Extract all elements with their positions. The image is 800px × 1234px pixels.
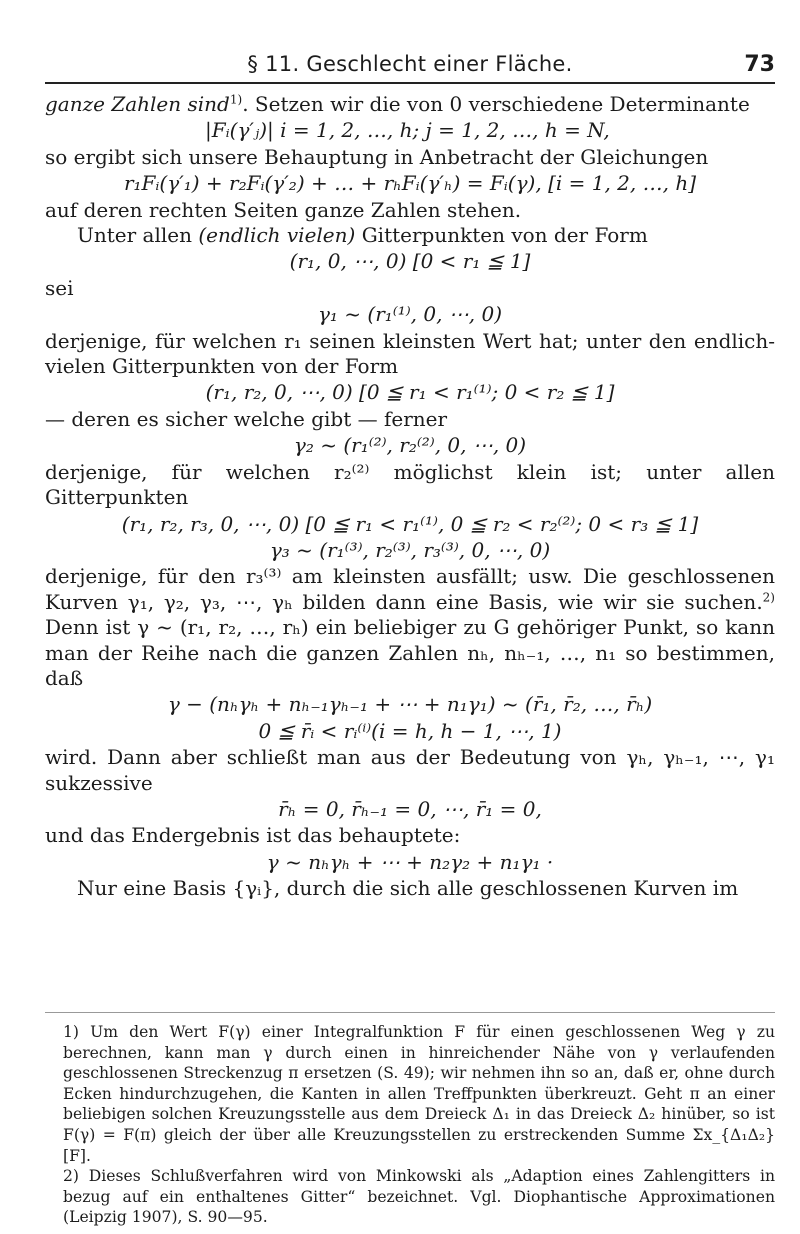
paragraph-4 [45, 223, 775, 248]
section-title: § 11. Geschlecht einer Fläche. [247, 52, 573, 76]
paragraph-11: Nur eine Basis {γᵢ}, durch die sich alle geschlossenen Kurven im [77, 876, 739, 901]
footnote-1: 1) Um den Wert F(γ) einer Integralfunktion F für einen geschlossenen Weg γ zu berechnen, kann man γ durch einen in hinreichender Nähe von γ verlaufenden geschlossenen Streckenzug π ersetzen (S. 49); wir nehmen ihn so an, daß er, ohne durch Ecken hindurchzugehen, die Kanten in allen Treffpunkten überkreuzt. Geht π an einer beliebigen solchen Kreuzungsstelle aus dem Dreieck Δ₁ in das Dreieck Δ₂ hinüber, so ist F(γ) = F(π) gleich der über alle Kreuzungsstellen zu erstreckenden Summe Σx_{Δ₁Δ₂}[F]. [63, 1023, 775, 1165]
paragraph-7: derjenige, für welchen r₂⁽²⁾ möglichst klein ist; unter allen Gitterpunkten [45, 459, 775, 510]
paragraph-6: — deren es sicher welche gibt — ferner [45, 406, 448, 431]
footnotes [45, 1022, 775, 1228]
footnote-mark-2: 2) [762, 590, 775, 605]
equation-result: γ ~ nₕγₕ + ⋯ + n₂γ₂ + n₁γ₁ · [266, 849, 554, 874]
equation-gamma-2: γ₂ ~ (r₁⁽²⁾, r₂⁽²⁾, 0, ⋯, 0) [293, 433, 527, 458]
equation-form-1: (r₁, 0, ⋯, 0) [0 < r₁ ≦ 1] [289, 249, 531, 274]
word-sei: sei [45, 275, 74, 300]
paragraph-4-end: Gitterpunkten von der Form [361, 223, 648, 248]
equation-gamma-3: γ₃ ~ (r₁⁽³⁾, r₂⁽³⁾, r₃⁽³⁾, 0, ⋯, 0) [269, 537, 551, 562]
equation-form-2: (r₁, r₂, 0, ⋯, 0) [0 ≦ r₁ < r₁⁽¹⁾; 0 < r₂ ≦ 1] [205, 380, 615, 405]
paragraph-1 [45, 92, 775, 117]
paragraph-2: so ergibt sich unsere Behauptung in Anbetracht der Gleichungen [45, 144, 709, 169]
header-rule [45, 82, 775, 84]
footnote-separator [45, 1012, 775, 1013]
italic-phrase: ganze Zahlen sind [45, 92, 230, 116]
paragraph-8-end: Denn ist γ ~ (r₁, r₂, …, rₕ) ein beliebiger zu G gehöriger Punkt, so kann man der Reihe nach die ganzen Zahlen nₕ, nₕ₋₁, …, n₁ so bestimmen, daß [45, 615, 775, 690]
main-text [45, 92, 775, 902]
paragraph-3: auf deren rechten Seiten ganze Zahlen stehen. [45, 197, 522, 222]
footnote-mark-1: 1) [229, 92, 243, 107]
paragraph-1-text: . Setzen wir die von 0 verschiedene Determinante [242, 92, 750, 116]
paragraph-4-start: Unter allen [77, 223, 192, 248]
page-number: 73 [744, 52, 775, 77]
paragraph-9: wird. Dann aber schließt man aus der Bedeutung von γₕ, γₕ₋₁, ⋯, γ₁ sukzessive [45, 745, 775, 795]
equation-bounds: 0 ≦ r̄ᵢ < rᵢ⁽ⁱ⁾(i = h, h − 1, ⋯, 1) [258, 718, 562, 743]
paragraph-8-start: derjenige, für den r₃⁽³⁾ am kleinsten ausfällt; usw. Die geschlossenen Kurven γ₁, γ₂, γ₃, ⋯, γₕ bilden dann eine Basis, wie wir sie suchen. [45, 564, 775, 614]
paragraph-10: und das Endergebnis ist das behauptete: [45, 823, 461, 848]
footnote-2: 2) Dieses Schlußverfahren wird von Minkowski als „Adaption eines Zahlengitters in bezug auf ein enthaltenes Gitter“ bezeichnet. Vgl. Diophantische Approximationen (Leipzig 1907), S. 90—95. [63, 1167, 775, 1227]
equation-gamma-1: γ₁ ~ (r₁⁽¹⁾, 0, ⋯, 0) [317, 302, 503, 327]
paragraph-5: derjenige, für welchen r₁ seinen kleinsten Wert hat; unter den endlich-vielen Gitterpunkten von der Form [45, 328, 775, 379]
paragraph-8 [45, 564, 775, 691]
running-header [45, 52, 775, 82]
equation-form-3: (r₁, r₂, r₃, 0, ⋯, 0) [0 ≦ r₁ < r₁⁽¹⁾, 0 ≦ r₂ < r₂⁽²⁾; 0 < r₃ ≦ 1] [121, 511, 699, 536]
equation-reduction: γ − (nₕγₕ + nₕ₋₁γₕ₋₁ + ⋯ + n₁γ₁) ~ (r̄₁, r̄₂, …, r̄ₕ) [167, 692, 653, 717]
equation-zeros: r̄ₕ = 0, r̄ₕ₋₁ = 0, ⋯, r̄₁ = 0, [278, 796, 542, 821]
italic-phrase-2: (endlich vielen) [198, 223, 356, 248]
equation-linear-system: r₁Fᵢ(γ′₁) + r₂Fᵢ(γ′₂) + … + rₕFᵢ(γ′ₕ) = Fᵢ(γ), [i = 1, 2, …, h] [123, 171, 697, 196]
equation-determinant: |Fᵢ(γ′ⱼ)| i = 1, 2, …, h; j = 1, 2, …, h = N, [205, 118, 610, 143]
